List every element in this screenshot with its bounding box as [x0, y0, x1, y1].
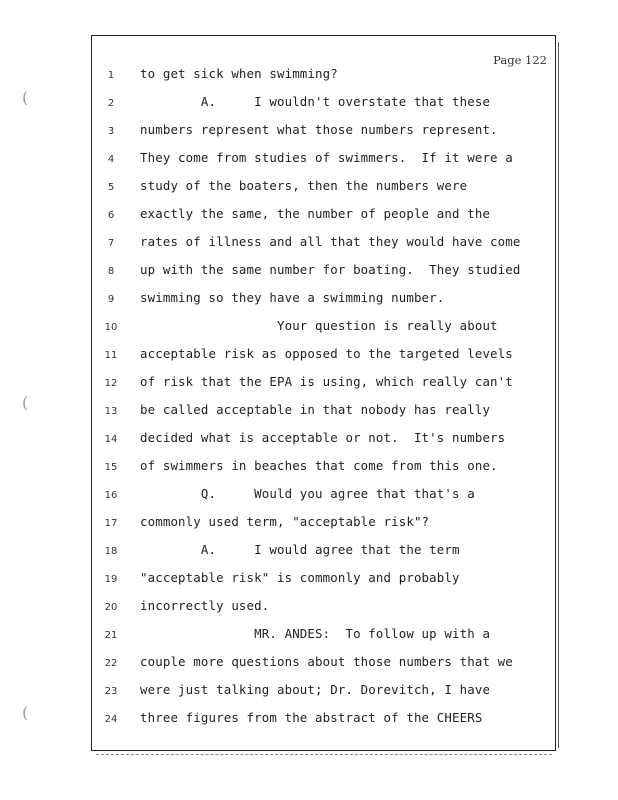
line-number: 16	[104, 490, 118, 501]
line-text: Q. Would you agree that that's a	[140, 486, 475, 501]
line-text: were just talking about; Dr. Dorevitch, I have	[140, 682, 491, 697]
transcript-line	[92, 430, 557, 450]
transcript-line	[92, 682, 557, 702]
line-number: 7	[107, 238, 115, 249]
transcript-line	[92, 514, 557, 534]
transcript-line	[92, 122, 557, 142]
line-text: three figures from the abstract of the CHEERS	[140, 710, 483, 725]
bottom-rule	[96, 754, 552, 755]
page-number: Page 122	[493, 53, 547, 67]
transcript-line	[92, 626, 557, 646]
transcript-line	[92, 374, 557, 394]
line-number: 11	[104, 350, 118, 361]
line-number: 6	[107, 210, 115, 221]
line-number: 8	[107, 266, 115, 277]
margin-mark-bottom: (	[22, 703, 29, 722]
line-number: 3	[107, 126, 115, 137]
transcript-line	[92, 654, 557, 674]
line-text: to get sick when swimming?	[140, 66, 338, 81]
line-text: swimming so they have a swimming number.	[140, 290, 445, 305]
line-number: 13	[104, 406, 118, 417]
transcript-line	[92, 346, 557, 366]
line-text: acceptable risk as opposed to the targeted levels	[140, 346, 513, 361]
transcript-line	[92, 570, 557, 590]
line-text: commonly used term, "acceptable risk"?	[140, 514, 430, 529]
line-number: 9	[107, 294, 115, 305]
transcript-line	[92, 262, 557, 282]
line-number: 21	[104, 630, 118, 641]
transcript-line	[92, 66, 557, 86]
line-number: 1	[107, 70, 115, 81]
transcript-line	[92, 598, 557, 618]
line-number: 20	[104, 602, 118, 613]
transcript-line	[92, 402, 557, 422]
margin-mark-top: (	[22, 88, 29, 107]
transcript-line	[92, 94, 557, 114]
transcript-line	[92, 290, 557, 310]
line-number: 10	[104, 322, 118, 333]
line-text: of risk that the EPA is using, which really can't	[140, 374, 513, 389]
line-text: They come from studies of swimmers. If it were a	[140, 150, 513, 165]
line-text: of swimmers in beaches that come from this one.	[140, 458, 498, 473]
line-number: 22	[104, 658, 118, 669]
margin-mark-middle: (	[22, 393, 29, 412]
transcript-line	[92, 710, 557, 730]
line-text: A. I wouldn't overstate that these	[140, 94, 491, 109]
line-text: A. I would agree that the term	[140, 542, 460, 557]
line-number: 12	[104, 378, 118, 389]
line-text: "acceptable risk" is commonly and probably	[140, 570, 460, 585]
line-text: MR. ANDES: To follow up with a	[140, 626, 491, 641]
line-number: 4	[107, 154, 115, 165]
transcript-page	[91, 35, 556, 751]
line-text: decided what is acceptable or not. It's numbers	[140, 430, 506, 445]
line-text: incorrectly used.	[140, 598, 270, 613]
line-number: 24	[104, 714, 118, 725]
transcript-line	[92, 206, 557, 226]
transcript-line	[92, 318, 557, 338]
line-number: 19	[104, 574, 118, 585]
line-text: exactly the same, the number of people and the	[140, 206, 491, 221]
line-number: 18	[104, 546, 118, 557]
line-number: 14	[104, 434, 118, 445]
line-number: 5	[107, 182, 115, 193]
transcript-line	[92, 458, 557, 478]
transcript-line	[92, 150, 557, 170]
transcript-line	[92, 542, 557, 562]
line-number: 15	[104, 462, 118, 473]
line-number: 2	[107, 98, 115, 109]
line-text: up with the same number for boating. They studied	[140, 262, 521, 277]
line-text: Your question is really about	[140, 318, 498, 333]
line-text: numbers represent what those numbers represent.	[140, 122, 498, 137]
line-text: rates of illness and all that they would have come	[140, 234, 521, 249]
transcript-line	[92, 234, 557, 254]
line-number: 17	[104, 518, 118, 529]
line-text: study of the boaters, then the numbers were	[140, 178, 468, 193]
transcript-line	[92, 486, 557, 506]
transcript-line	[92, 178, 557, 198]
line-text: be called acceptable in that nobody has really	[140, 402, 491, 417]
line-text: couple more questions about those numbers that we	[140, 654, 513, 669]
line-number: 23	[104, 686, 118, 697]
